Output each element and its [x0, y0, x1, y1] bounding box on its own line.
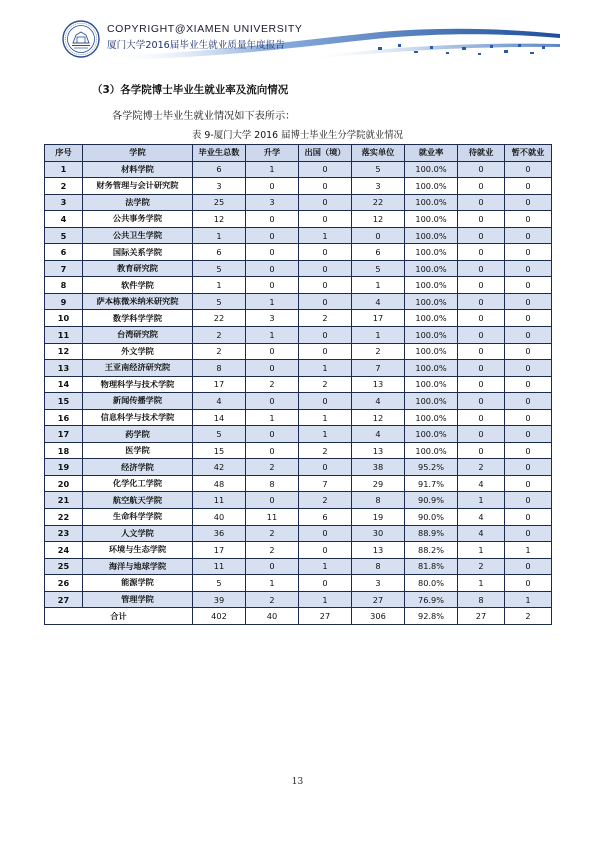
employment-rate: 80.0%	[405, 575, 458, 592]
row-index: 10	[45, 310, 83, 327]
employment-table	[44, 144, 552, 625]
not-seeking-count: 1	[505, 591, 552, 608]
employed-count: 27	[352, 591, 405, 608]
pending-count: 0	[458, 211, 505, 228]
table-row	[45, 227, 552, 244]
pending-count: 0	[458, 244, 505, 261]
total-not-seeking: 2	[505, 608, 552, 625]
not-seeking-count: 0	[505, 376, 552, 393]
row-index: 15	[45, 393, 83, 410]
row-index: 24	[45, 542, 83, 559]
table-row	[45, 492, 552, 509]
abroad-count: 1	[299, 360, 352, 377]
graduates-count: 11	[193, 558, 246, 575]
pending-count: 0	[458, 426, 505, 443]
college-name: 教育研究院	[83, 260, 193, 277]
table-caption: 表 9-厦门大学 2016 届博士毕业生分学院就业情况	[192, 130, 403, 141]
pending-count: 0	[458, 194, 505, 211]
abroad-count: 1	[299, 409, 352, 426]
further-study-count: 1	[246, 327, 299, 344]
not-seeking-count: 0	[505, 327, 552, 344]
pending-count: 0	[458, 277, 505, 294]
graduates-count: 42	[193, 459, 246, 476]
table-header-row	[45, 145, 552, 162]
table-row	[45, 558, 552, 575]
college-name: 数学科学学院	[83, 310, 193, 327]
employment-rate: 100.0%	[405, 343, 458, 360]
total-employment-rate: 92.8%	[405, 608, 458, 625]
abroad-count: 0	[299, 525, 352, 542]
employed-count: 3	[352, 178, 405, 195]
employment-rate: 88.2%	[405, 542, 458, 559]
pending-count: 8	[458, 591, 505, 608]
abroad-count: 1	[299, 591, 352, 608]
further-study-count: 0	[246, 343, 299, 360]
further-study-count: 3	[246, 310, 299, 327]
employed-count: 7	[352, 360, 405, 377]
further-study-count: 0	[246, 277, 299, 294]
graduates-count: 40	[193, 509, 246, 526]
abroad-count: 0	[299, 459, 352, 476]
row-index: 4	[45, 211, 83, 228]
table-row	[45, 376, 552, 393]
employment-rate: 100.0%	[405, 376, 458, 393]
pending-count: 0	[458, 227, 505, 244]
employed-count: 13	[352, 442, 405, 459]
pending-count: 0	[458, 409, 505, 426]
row-index: 5	[45, 227, 83, 244]
abroad-count: 0	[299, 542, 352, 559]
table-row	[45, 393, 552, 410]
further-study-count: 2	[246, 525, 299, 542]
college-name: 医学院	[83, 442, 193, 459]
graduates-count: 39	[193, 591, 246, 608]
not-seeking-count: 0	[505, 409, 552, 426]
abroad-count: 2	[299, 442, 352, 459]
college-name: 人文学院	[83, 525, 193, 542]
graduates-count: 5	[193, 575, 246, 592]
table-row	[45, 244, 552, 261]
college-name: 外文学院	[83, 343, 193, 360]
col-header-abroad: 出国（境）	[299, 145, 352, 162]
college-name: 王亚南经济研究院	[83, 360, 193, 377]
college-name: 能源学院	[83, 575, 193, 592]
not-seeking-count: 0	[505, 244, 552, 261]
table-row	[45, 211, 552, 228]
col-header-employed: 落实单位	[352, 145, 405, 162]
employment-rate: 100.0%	[405, 227, 458, 244]
further-study-count: 0	[246, 360, 299, 377]
pending-count: 0	[458, 178, 505, 195]
table-row	[45, 277, 552, 294]
employed-count: 5	[352, 260, 405, 277]
pending-count: 0	[458, 310, 505, 327]
not-seeking-count: 0	[505, 492, 552, 509]
further-study-count: 8	[246, 475, 299, 492]
further-study-count: 11	[246, 509, 299, 526]
graduates-count: 1	[193, 227, 246, 244]
table-row	[45, 525, 552, 542]
col-header-graduates: 毕业生总数	[193, 145, 246, 162]
not-seeking-count: 0	[505, 475, 552, 492]
row-index: 6	[45, 244, 83, 261]
graduates-count: 48	[193, 475, 246, 492]
employment-rate: 76.9%	[405, 591, 458, 608]
abroad-count: 2	[299, 492, 352, 509]
further-study-count: 0	[246, 492, 299, 509]
col-header-college: 学院	[83, 145, 193, 162]
pending-count: 1	[458, 542, 505, 559]
pending-count: 2	[458, 459, 505, 476]
employed-count: 2	[352, 343, 405, 360]
further-study-count: 2	[246, 376, 299, 393]
employed-count: 30	[352, 525, 405, 542]
not-seeking-count: 1	[505, 542, 552, 559]
abroad-count: 0	[299, 277, 352, 294]
pending-count: 0	[458, 376, 505, 393]
further-study-count: 1	[246, 161, 299, 178]
employment-rate: 100.0%	[405, 293, 458, 310]
table-row	[45, 194, 552, 211]
college-name: 财务管理与会计研究院	[83, 178, 193, 195]
table-body	[45, 161, 552, 608]
college-name: 公共卫生学院	[83, 227, 193, 244]
not-seeking-count: 0	[505, 211, 552, 228]
employment-rate: 100.0%	[405, 393, 458, 410]
employed-count: 4	[352, 426, 405, 443]
graduates-count: 15	[193, 442, 246, 459]
college-name: 生命科学学院	[83, 509, 193, 526]
pending-count: 0	[458, 442, 505, 459]
employment-rate: 100.0%	[405, 277, 458, 294]
employment-rate: 100.0%	[405, 194, 458, 211]
college-name: 管理学院	[83, 591, 193, 608]
total-graduates: 402	[193, 608, 246, 625]
not-seeking-count: 0	[505, 277, 552, 294]
employed-count: 4	[352, 293, 405, 310]
pending-count: 2	[458, 558, 505, 575]
graduates-count: 3	[193, 178, 246, 195]
abroad-count: 2	[299, 376, 352, 393]
row-index: 1	[45, 161, 83, 178]
further-study-count: 0	[246, 178, 299, 195]
graduates-count: 2	[193, 327, 246, 344]
row-index: 9	[45, 293, 83, 310]
pending-count: 1	[458, 575, 505, 592]
employment-rate: 81.8%	[405, 558, 458, 575]
pending-count: 0	[458, 343, 505, 360]
employed-count: 13	[352, 376, 405, 393]
xiamen-university-seal-logo	[62, 20, 100, 58]
not-seeking-count: 0	[505, 161, 552, 178]
not-seeking-count: 0	[505, 459, 552, 476]
employed-count: 1	[352, 327, 405, 344]
employed-count: 12	[352, 409, 405, 426]
pending-count: 0	[458, 161, 505, 178]
college-name: 经济学院	[83, 459, 193, 476]
employment-rate: 90.0%	[405, 509, 458, 526]
employment-rate: 100.0%	[405, 161, 458, 178]
further-study-count: 2	[246, 542, 299, 559]
not-seeking-count: 0	[505, 293, 552, 310]
pending-count: 4	[458, 475, 505, 492]
pending-count: 0	[458, 260, 505, 277]
employment-rate: 100.0%	[405, 442, 458, 459]
table-row	[45, 293, 552, 310]
employed-count: 19	[352, 509, 405, 526]
abroad-count: 1	[299, 426, 352, 443]
further-study-count: 0	[246, 244, 299, 261]
graduates-count: 6	[193, 161, 246, 178]
row-index: 21	[45, 492, 83, 509]
employed-count: 1	[352, 277, 405, 294]
table-row	[45, 509, 552, 526]
employed-count: 13	[352, 542, 405, 559]
row-index: 2	[45, 178, 83, 195]
table-row	[45, 426, 552, 443]
not-seeking-count: 0	[505, 194, 552, 211]
employed-count: 8	[352, 492, 405, 509]
table-row	[45, 260, 552, 277]
abroad-count: 0	[299, 327, 352, 344]
row-index: 13	[45, 360, 83, 377]
further-study-count: 1	[246, 409, 299, 426]
graduates-count: 36	[193, 525, 246, 542]
not-seeking-count: 0	[505, 227, 552, 244]
employment-rate: 100.0%	[405, 360, 458, 377]
abroad-count: 0	[299, 343, 352, 360]
not-seeking-count: 0	[505, 360, 552, 377]
college-name: 材料学院	[83, 161, 193, 178]
row-index: 7	[45, 260, 83, 277]
college-name: 法学院	[83, 194, 193, 211]
further-study-count: 0	[246, 558, 299, 575]
row-index: 18	[45, 442, 83, 459]
graduates-count: 5	[193, 260, 246, 277]
table-row	[45, 475, 552, 492]
abroad-count: 0	[299, 194, 352, 211]
college-name: 萨本栋微米纳米研究院	[83, 293, 193, 310]
employment-rate: 100.0%	[405, 310, 458, 327]
not-seeking-count: 0	[505, 393, 552, 410]
pending-count: 1	[458, 492, 505, 509]
col-header-not-seeking: 暂不就业	[505, 145, 552, 162]
graduates-count: 1	[193, 277, 246, 294]
abroad-count: 0	[299, 393, 352, 410]
not-seeking-count: 0	[505, 426, 552, 443]
abroad-count: 0	[299, 211, 352, 228]
abroad-count: 7	[299, 475, 352, 492]
table-row	[45, 459, 552, 476]
row-index: 3	[45, 194, 83, 211]
pending-count: 0	[458, 293, 505, 310]
abroad-count: 0	[299, 293, 352, 310]
college-name: 环境与生态学院	[83, 542, 193, 559]
employed-count: 38	[352, 459, 405, 476]
graduates-count: 8	[193, 360, 246, 377]
col-header-pending: 待就业	[458, 145, 505, 162]
page-number: 13	[291, 777, 304, 787]
employment-rate: 95.2%	[405, 459, 458, 476]
col-header-further-study: 升学	[246, 145, 299, 162]
further-study-count: 0	[246, 227, 299, 244]
table-row	[45, 310, 552, 327]
total-further-study: 40	[246, 608, 299, 625]
college-name: 化学化工学院	[83, 475, 193, 492]
not-seeking-count: 0	[505, 343, 552, 360]
not-seeking-count: 0	[505, 558, 552, 575]
employed-count: 12	[352, 211, 405, 228]
header-report-title: 厦门大学2016届毕业生就业质量年度报告	[107, 40, 285, 51]
row-index: 25	[45, 558, 83, 575]
table-row	[45, 542, 552, 559]
further-study-count: 2	[246, 591, 299, 608]
college-name: 软件学院	[83, 277, 193, 294]
not-seeking-count: 0	[505, 525, 552, 542]
total-label: 合计	[45, 608, 193, 625]
college-name: 物理科学与技术学院	[83, 376, 193, 393]
employment-rate: 90.9%	[405, 492, 458, 509]
employed-count: 29	[352, 475, 405, 492]
not-seeking-count: 0	[505, 260, 552, 277]
row-index: 23	[45, 525, 83, 542]
further-study-count: 1	[246, 293, 299, 310]
row-index: 17	[45, 426, 83, 443]
col-header-employment-rate: 就业率	[405, 145, 458, 162]
abroad-count: 2	[299, 310, 352, 327]
table-row	[45, 591, 552, 608]
section-heading: （3）各学院博士毕业生就业率及流向情况	[92, 84, 289, 96]
total-employed: 306	[352, 608, 405, 625]
further-study-count: 0	[246, 442, 299, 459]
row-index: 16	[45, 409, 83, 426]
table-row	[45, 327, 552, 344]
row-index: 8	[45, 277, 83, 294]
college-name: 公共事务学院	[83, 211, 193, 228]
employment-rate: 100.0%	[405, 409, 458, 426]
row-index: 22	[45, 509, 83, 526]
college-name: 国际关系学院	[83, 244, 193, 261]
college-name: 海洋与地球学院	[83, 558, 193, 575]
employed-count: 3	[352, 575, 405, 592]
college-name: 台湾研究院	[83, 327, 193, 344]
graduates-count: 22	[193, 310, 246, 327]
pending-count: 4	[458, 525, 505, 542]
employed-count: 4	[352, 393, 405, 410]
not-seeking-count: 0	[505, 310, 552, 327]
employed-count: 17	[352, 310, 405, 327]
row-index: 11	[45, 327, 83, 344]
further-study-count: 0	[246, 393, 299, 410]
col-header-index: 序号	[45, 145, 83, 162]
abroad-count: 1	[299, 558, 352, 575]
header-copyright: COPYRIGHT@XIAMEN UNIVERSITY	[107, 23, 303, 35]
graduates-count: 11	[193, 492, 246, 509]
college-name: 航空航天学院	[83, 492, 193, 509]
abroad-count: 0	[299, 178, 352, 195]
employment-rate: 91.7%	[405, 475, 458, 492]
employment-rate: 100.0%	[405, 327, 458, 344]
total-pending: 27	[458, 608, 505, 625]
employment-rate: 88.9%	[405, 525, 458, 542]
graduates-count: 5	[193, 293, 246, 310]
pending-count: 4	[458, 509, 505, 526]
table-row	[45, 178, 552, 195]
graduates-count: 25	[193, 194, 246, 211]
employed-count: 22	[352, 194, 405, 211]
further-study-count: 1	[246, 575, 299, 592]
college-name: 新闻传播学院	[83, 393, 193, 410]
row-index: 26	[45, 575, 83, 592]
employment-rate: 100.0%	[405, 211, 458, 228]
row-index: 14	[45, 376, 83, 393]
table-row	[45, 343, 552, 360]
table-row	[45, 360, 552, 377]
graduates-count: 2	[193, 343, 246, 360]
graduates-count: 5	[193, 426, 246, 443]
college-name: 信息科学与技术学院	[83, 409, 193, 426]
row-index: 12	[45, 343, 83, 360]
employment-rate: 100.0%	[405, 260, 458, 277]
pending-count: 0	[458, 360, 505, 377]
page-header	[0, 0, 595, 72]
not-seeking-count: 0	[505, 509, 552, 526]
graduates-count: 17	[193, 542, 246, 559]
intro-text: 各学院博士毕业生就业情况如下表所示：	[112, 111, 296, 122]
abroad-count: 0	[299, 260, 352, 277]
college-name: 药学院	[83, 426, 193, 443]
not-seeking-count: 0	[505, 178, 552, 195]
row-index: 27	[45, 591, 83, 608]
not-seeking-count: 0	[505, 442, 552, 459]
abroad-count: 0	[299, 161, 352, 178]
employed-count: 6	[352, 244, 405, 261]
graduates-count: 12	[193, 211, 246, 228]
abroad-count: 0	[299, 244, 352, 261]
further-study-count: 2	[246, 459, 299, 476]
further-study-count: 0	[246, 260, 299, 277]
pending-count: 0	[458, 327, 505, 344]
graduates-count: 6	[193, 244, 246, 261]
pending-count: 0	[458, 393, 505, 410]
further-study-count: 0	[246, 426, 299, 443]
abroad-count: 1	[299, 227, 352, 244]
row-index: 19	[45, 459, 83, 476]
table-row	[45, 442, 552, 459]
table-total-row	[45, 608, 552, 625]
table-row	[45, 575, 552, 592]
graduates-count: 4	[193, 393, 246, 410]
employed-count: 0	[352, 227, 405, 244]
graduates-count: 17	[193, 376, 246, 393]
employed-count: 8	[352, 558, 405, 575]
employed-count: 5	[352, 161, 405, 178]
employment-rate: 100.0%	[405, 244, 458, 261]
further-study-count: 0	[246, 211, 299, 228]
employment-rate: 100.0%	[405, 178, 458, 195]
total-abroad: 27	[299, 608, 352, 625]
not-seeking-count: 0	[505, 575, 552, 592]
abroad-count: 6	[299, 509, 352, 526]
table-row	[45, 409, 552, 426]
further-study-count: 3	[246, 194, 299, 211]
row-index: 20	[45, 475, 83, 492]
table-row	[45, 161, 552, 178]
abroad-count: 0	[299, 575, 352, 592]
employment-rate: 100.0%	[405, 426, 458, 443]
graduates-count: 14	[193, 409, 246, 426]
